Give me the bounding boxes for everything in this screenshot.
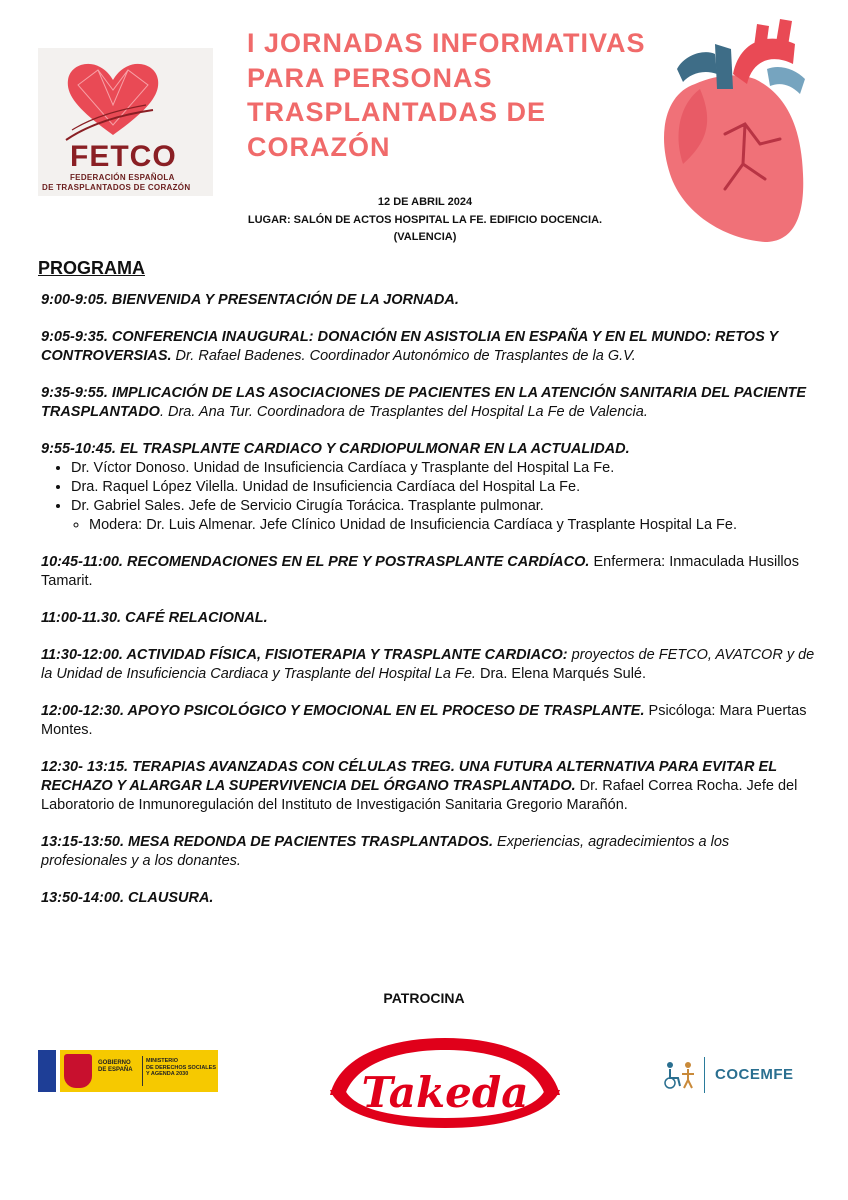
- program-item: [41, 384, 816, 422]
- divider: [704, 1057, 705, 1093]
- ministerio-text: [146, 1058, 216, 1078]
- ministerio-line: DE DERECHOS SOCIALES: [146, 1064, 216, 1071]
- program-item-heading: 12:30- 13:15. TERAPIAS AVANZADAS CON CÉLULAS TREG. UNA FUTURA ALTERNATIVA PARA EVITAR EL RECHAZO Y ALARGAR LA SUPERVIVENCIA DEL ÓRGANO TRASPLANTADO.: [41, 759, 777, 794]
- program-item: [41, 758, 816, 815]
- program-item: [41, 833, 816, 871]
- program-item-heading: 13:15-13:50. MESA REDONDA DE PACIENTES TRASPLANTADOS.: [41, 834, 493, 850]
- program-item: [41, 440, 816, 535]
- program-item-heading: 9:35-9:55. IMPLICACIÓN DE LAS ASOCIACIONES DE PACIENTES EN LA ATENCIÓN SANITARIA DEL PACIENTE TRASPLANTADO: [41, 385, 807, 420]
- program-item-speaker: Enfermera: Inmaculada Husillos Tamarit.: [41, 554, 799, 589]
- heart-hands-logo-icon: [58, 55, 168, 145]
- ministerio-line: MINISTERIO: [146, 1058, 179, 1064]
- logo-subtitle-1: FEDERACIÓN ESPAÑOLA: [70, 173, 175, 182]
- takeda-wordmark: Takeda: [361, 1068, 529, 1117]
- event-date: 12 DE ABRIL 2024: [377, 196, 473, 208]
- program-list: [41, 291, 816, 926]
- program-item-heading: 10:45-11:00. RECOMENDACIONES EN EL PRE Y POSTRASPLANTE CARDÍACO.: [41, 554, 590, 570]
- title-line: PARA PERSONAS: [247, 62, 493, 93]
- logo-subtitle-2: DE TRASPLANTADOS DE CORAZÓN: [42, 183, 191, 192]
- cocemfe-wordmark: COCEMFE: [715, 1066, 794, 1083]
- panel-list: [41, 459, 816, 535]
- panel-member: • Dr. Víctor Donoso. Unidad de Insuficiencia Cardíaca y Trasplante del Hospital La Fe.: [71, 459, 816, 478]
- title-line: CORAZÓN: [247, 131, 391, 162]
- accessibility-people-icon: [660, 1060, 700, 1090]
- program-item-speaker: Dra. Elena Marqués Sulé.: [475, 666, 647, 682]
- event-place: LUGAR: SALÓN DE ACTOS HOSPITAL LA FE. EDIFICIO DOCENCIA.: [247, 214, 603, 226]
- anatomical-heart-icon: [655, 14, 815, 246]
- program-item-description: proyectos de FETCO, AVATCOR y de la Unidad de Insuficiencia Cardiaca y Trasplante del Hospital La Fe.: [41, 647, 815, 682]
- sponsors-heading: PATROCINA: [383, 990, 465, 1006]
- program-item-heading: 9:00-9:05. BIENVENIDA Y PRESENTACIÓN DE LA JORNADA.: [41, 292, 459, 308]
- program-item-heading: 9:55-10:45. EL TRASPLANTE CARDIACO Y CARDIOPULMONAR EN LA ACTUALIDAD.: [41, 441, 630, 457]
- ministerio-line: Y AGENDA 2030: [146, 1071, 189, 1077]
- moderator: ◦ Modera: Dr. Luis Almenar. Jefe Clínico Unidad de Insuficiencia Cardíaca y Trasplante Hospital La Fe.: [89, 516, 816, 535]
- program-item-heading: 11:00-11.30. CAFÉ RELACIONAL.: [41, 610, 268, 626]
- event-city: (VALENCIA): [393, 231, 457, 243]
- panel-member: [71, 497, 816, 535]
- program-item-speaker: . Dra. Ana Tur. Coordinadora de Trasplantes del Hospital La Fe de Valencia.: [159, 404, 648, 420]
- divider: [142, 1056, 143, 1086]
- program-item: [41, 609, 816, 628]
- program-item-heading: 11:30-12:00. ACTIVIDAD FÍSICA, FISIOTERAPIA Y TRASPLANTE CARDIACO:: [41, 647, 568, 663]
- program-item: [41, 702, 816, 740]
- program-item: [41, 291, 816, 310]
- gobierno-line: GOBIERNO: [98, 1060, 131, 1066]
- program-item-heading: 13:50-14:00. CLAUSURA.: [41, 890, 214, 906]
- panel-member-text: Dr. Gabriel Sales. Jefe de Servicio Cirugía Torácica. Trasplante pulmonar.: [71, 498, 544, 514]
- title-line: I JORNADAS INFORMATIVAS: [247, 28, 646, 58]
- panel-member: • Dra. Raquel López Vilella. Unidad de Insuficiencia Cardíaca del Hospital La Fe.: [71, 478, 816, 497]
- programa-heading: PROGRAMA: [38, 258, 145, 278]
- program-item: [41, 553, 816, 591]
- event-title: [247, 26, 667, 164]
- program-item-speaker: Dr. Rafael Correa Rocha. Jefe del Laboratorio de Inmunoregulación del Instituto de Investigación Sanitaria Gregorio Marañón.: [41, 778, 798, 813]
- program-item-speaker: Psicóloga: Mara Puertas Montes.: [41, 703, 807, 738]
- program-item: [41, 328, 816, 366]
- moderator-list: [71, 516, 816, 535]
- program-item-description: Experiencias, agradecimientos a los profesionales y a los donantes.: [41, 834, 730, 869]
- gobierno-line: DE ESPAÑA: [98, 1067, 133, 1073]
- gobierno-logo: [38, 1050, 218, 1092]
- program-item-heading: 12:00-12:30. APOYO PSICOLÓGICO Y EMOCIONAL EN EL PROCESO DE TRASPLANTE.: [41, 703, 645, 719]
- coat-of-arms-icon: [64, 1054, 92, 1088]
- program-item: [41, 889, 816, 908]
- title-line: TRASPLANTADAS DE: [247, 97, 546, 127]
- logo-name: FETCO: [70, 140, 177, 173]
- eu-flag-icon: [38, 1050, 56, 1092]
- program-item-heading: 9:05-9:35. CONFERENCIA INAUGURAL: DONACIÓN EN ASISTOLIA EN ESPAÑA Y EN EL MUNDO: RETOS Y CONTROVERSIAS.: [41, 329, 778, 364]
- program-item: [41, 646, 816, 684]
- program-item-speaker: Dr. Rafael Badenes. Coordinador Autonómico de Trasplantes de la G.V.: [171, 348, 636, 364]
- gobierno-text: [98, 1060, 133, 1074]
